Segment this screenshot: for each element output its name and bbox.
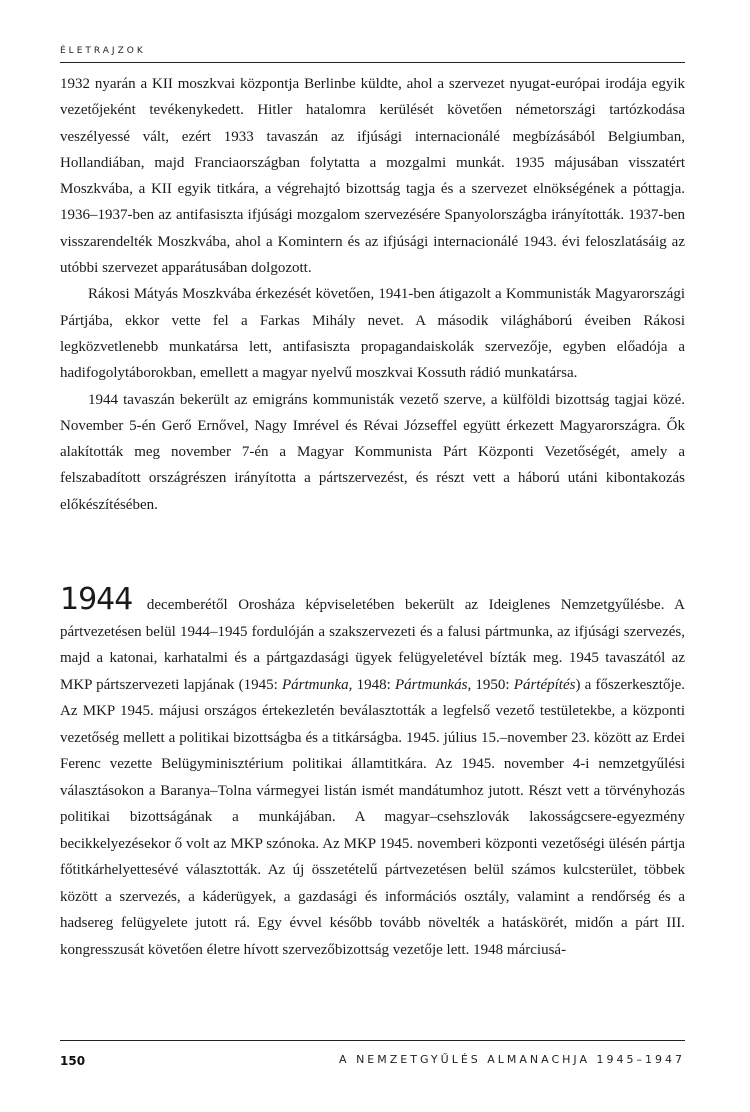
- running-head: ÉLETRAJZOK: [60, 46, 146, 56]
- running-foot: A NEMZETGYŰLÉS ALMANACHJA 1945–1947: [339, 1053, 685, 1066]
- year-section: [60, 582, 686, 963]
- body-text: [60, 71, 685, 518]
- journal-title: Pártmunka,: [281, 676, 353, 693]
- header-rule: [60, 62, 685, 63]
- text-segment: 1948:: [352, 676, 395, 693]
- text-segment: decemberétől Orosháza képviseletében bekerült az Ideiglenes Nemzetgyűlésbe. A pártvezetésen belül 1944–1945 fordulóján a szakszervezeti és a falusi pártmunka, az ifjúsági szervezés, majd a katonai, karhatalmi és a pártgazdasági ügyek felügyeletével bízták meg. 1945 tavaszától az MKP pártszervezeti lapjának (1945:: [60, 597, 685, 693]
- paragraph-1: 1932 nyarán a KII moszkvai központja Berlinbe küldte, ahol a szervezet nyugat-európai irodája egyik vezetőjeként tevékenykedett. Hitler hatalomra kerülését követően németországi tartózkodása veszélyessé vált, ezért 1933 tavaszán az ifjúsági internacionálé megbízásából Belgiumban, Hollandiában, majd Franciaországban folytatta a mozgalmi munkát. 1935 májusában visszatért Moszkvába, a KII egyik titkára, a végrehajtó bizottság tagja és a szervezet elnökségének a póttagja. 1936–1937-ben az antifasiszta ifjúsági mozgalom szervezésére Spanyolországba irányították. 1937-ben visszarendelték Moszkvába, ahol a Komintern és az ifjúsági internacionálé 1943. évi feloszlatásáig az utóbbi szervezet apparátusában dolgozott.: [60, 76, 685, 277]
- journal-title: Pártmunkás,: [394, 676, 472, 693]
- paragraph-2: Rákosi Mátyás Moszkvába érkezését követően, 1941-ben átigazolt a Kommunisták Magyarországi Pártjába, ekkor vette fel a Farkas Mihály nevet. A második világháború éveiben Rákosi legközvetlenebb munkatársa lett, antifasiszta propagandaiskolák szervezője, egyben előadója a hadifogolytáborokban, emellett a magyar nyelvű moszkvai Kossuth rádió munkatársa.: [60, 286, 685, 382]
- text-segment: ) a főszerkesztője. Az MKP 1945. májusi országos értekezletén beválasztották a legfelső vezető testületekbe, a központi vezetőség mellett a politikai bizottságba és a titkárságba. 1945. július 15.–november 23. között az Erdei Ferenc vezette Belügyminisztérium politikai államtitkára. Az 1945. november 4-i nemzetgyűlési választásokon a Baranya–Tolna vármegyei listán ismét mandátumhoz jutott. Részt vett a törvényhozás politikai bizottságának a munkájában. A magyar–csehszlovák lakosságcsere-egyezmény becikkelyezésekor ő volt az MKP szónoka. Az MKP 1945. novemberi központi vezetőségi ülésén pártja főtitkárhelyettesévé választották. Az új összetételű pártvezetésen belül számos kulcsterület, többek között a szervezés, a káderügyek, a gazdasági és információs osztály, valamint a rendőrség és a hadsereg felügyelete jutott rá. Egy évvel később tovább növelték a hatáskörét, midőn a párt III. kongresszusát követően életre hívott szervezőbizottság vezetője lett. 1948 márciusá-: [60, 676, 686, 958]
- footer-rule: [60, 1040, 685, 1041]
- journal-title: Pártépítés: [513, 676, 576, 693]
- page-number: 150: [60, 1054, 86, 1068]
- paragraph-3: 1944 tavaszán bekerült az emigráns kommunisták vezető szerve, a külföldi bizottság tagjai közé. November 5-én Gerő Ernővel, Nagy Imrével és Révai Józseffel együtt érkezett Magyarországra. Ők alakították meg november 7-én a Magyar Kommunista Párt Központi Vezetőségét, amely a felszabadított országrészen irányította a pártszervezést, és részt vett a háború utáni kibontakozás előkészítésében.: [60, 391, 685, 513]
- text-segment: 1950:: [471, 676, 514, 693]
- year-paragraph: [60, 582, 686, 963]
- big-year: 1944: [60, 582, 133, 617]
